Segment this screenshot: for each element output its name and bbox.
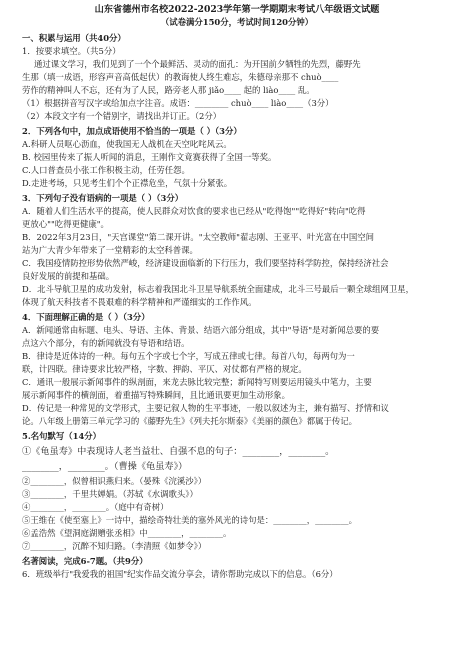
q4-option-b: 联，计四联。律诗要求比较严格，字数、押韵、平仄、对仗都有严格的规定。: [22, 364, 307, 374]
q3-option-c: C．我国疫情防控形势依然严峻，经济建设面临新的下行压力，我们要坚持科学防控，保持经济社会: [22, 258, 389, 268]
q4-option-d: D．传记是一种常见的文学形式，主要记叙人物的生平事迹，一般以叙述为主，兼有描写、抒情和议: [22, 403, 389, 413]
q4-option-a: A．新闻通常由标题、电头、导语、主体、背景、结语六部分组成，其中"导语"是对新闻总要的要: [22, 325, 380, 335]
question-6: 6．班级举行"我爱我的祖国"纪实作品交流分享会，请你帮助完成以下的信息。（6分）: [22, 569, 338, 579]
q2-option-c: C.人口普查员小张工作积极主动，任劳任怨。: [22, 165, 190, 175]
exam-subtitle: （试卷满分150分，考试时间120分钟）: [160, 17, 314, 27]
exam-title: 山东省德州市名校2022-2023学年第一学期期末考试八年级语文试题: [94, 4, 380, 15]
q5-item-3: ③________，千里共婵娟。（苏轼《水调歌头》）: [22, 489, 198, 499]
question-2: 2．下列各句中，加点成语使用不恰当的一项是（ ）（3分）: [22, 126, 242, 136]
q4-option-b: B．律诗是近体诗的一种。每句五个字或七个字，写成五律或七律。每首八句，每两句为一: [22, 351, 355, 361]
q4-option-c: C．通讯一般展示新闻事件的纵剖面，来龙去脉比较完整；新闻特写则要运用镜头中笔力，主要: [22, 377, 372, 387]
q4-option-c: 展示新闻事件的横剖面，着重描写特殊瞬间，且比通讯要更加生动形象。: [22, 390, 290, 400]
q1-passage: 劳作的精神叫人不忘，还有为了人民，路旁老人那 jiǎo____ 起的 liào____ 乱。: [22, 85, 315, 95]
question-4: 4．下面理解正确的是（ ）（3分）: [22, 312, 150, 322]
q2-option-a: A.科研人员呕心沥血，使我国无人战机在天空叱咤风云。: [22, 139, 232, 149]
q3-option-a: A．随着人们生活水平的提高，使人民群众对饮食的要求也已经从"吃得饱""吃得好"转向"吃得: [22, 206, 366, 216]
q5-item-7: ⑦________，沉醉不知归路。（李清照《如梦令》）: [22, 541, 207, 551]
q3-option-c: 良好发展的前提和基础。: [22, 271, 115, 281]
q1-passage: 生那（填一成语，形容声音高低起伏）的教诲使人终生难忘，朱德母亲那不 chuò____: [22, 72, 339, 82]
q3-option-d: D．北斗导航卫星的成功发射，标志着我国北斗卫星导航系统全面建成，北斗三号最后一颗全球组网卫星，: [22, 284, 414, 294]
q4-option-a: 点这六个部分，有的新闻就没有导语和结语。: [22, 338, 190, 348]
q5-item-6: ⑥孟浩然《望洞庭湖赠张丞相》中________，________。: [22, 528, 232, 538]
q5-item-5: ⑤王维在《使至塞上》一诗中，描绘奇特壮美的塞外风光的诗句是：________，________。: [22, 515, 357, 525]
q1-passage: 通过课文学习，我们见到了一个个最鲜活、灵动的面孔：为开国前夕牺牲的先烈，藤野先: [34, 59, 361, 69]
q3-option-a: 更放心""吃得更健康"。: [22, 219, 109, 229]
question-3: 3．下列句子没有语病的一项是（ ）（3分）: [22, 193, 184, 203]
q5-item-1: ①《龟虽寿》中表现诗人老当益壮、自强不息的句子：________，________。: [22, 446, 335, 457]
q1-part-1: （1）根据拼音写汉字或给加点字注音。成语：________ chuò____ liào____（3分）: [22, 98, 334, 108]
q5-item-4: ④________，________。（庭中有奇树）: [22, 502, 169, 512]
q5-item-2: ②________，似曾相识燕归来。（晏殊《浣溪沙》）: [22, 476, 207, 486]
question-5: 5.名句默写（14分）: [22, 431, 102, 441]
q5-item-1: ________，________。（曹操《龟虽寿》）: [22, 461, 188, 472]
q3-option-d: 体现了航天科技者不畏艰难的科学精神和严谨细实的工作作风。: [22, 297, 257, 307]
section-heading: 一、积累与运用（共40分）: [22, 33, 126, 43]
question-1: 1．按要求填空。（共5分）: [22, 46, 121, 56]
q3-option-b: 站为广大青少年带来了一堂精彩的太空科普课。: [22, 245, 198, 255]
q1-part-2: （2）本段文字有一个错别字，请找出并订正。（2分）: [22, 111, 222, 121]
reading-section-heading: 名著阅读，完成6-7题。（共9分）: [22, 556, 148, 566]
q4-option-d: 论。八年级上册第三单元学习的《藤野先生》《列夫托尔斯泰》《美丽的颜色》都属于传记。: [22, 416, 357, 426]
q2-option-d: D.走进考场，只见考生们个个正襟危坐，气氛十分紧张。: [22, 178, 233, 188]
q3-option-b: B．2022年3月23日，"天宫课堂"第二课开讲。"太空教师"翟志刚、王亚平、叶光富在中国空间: [22, 232, 374, 242]
q2-option-b: B. 校园里传来了振人听闻的消息，王刚作文竟赛获得了全国一等奖。: [22, 152, 277, 162]
